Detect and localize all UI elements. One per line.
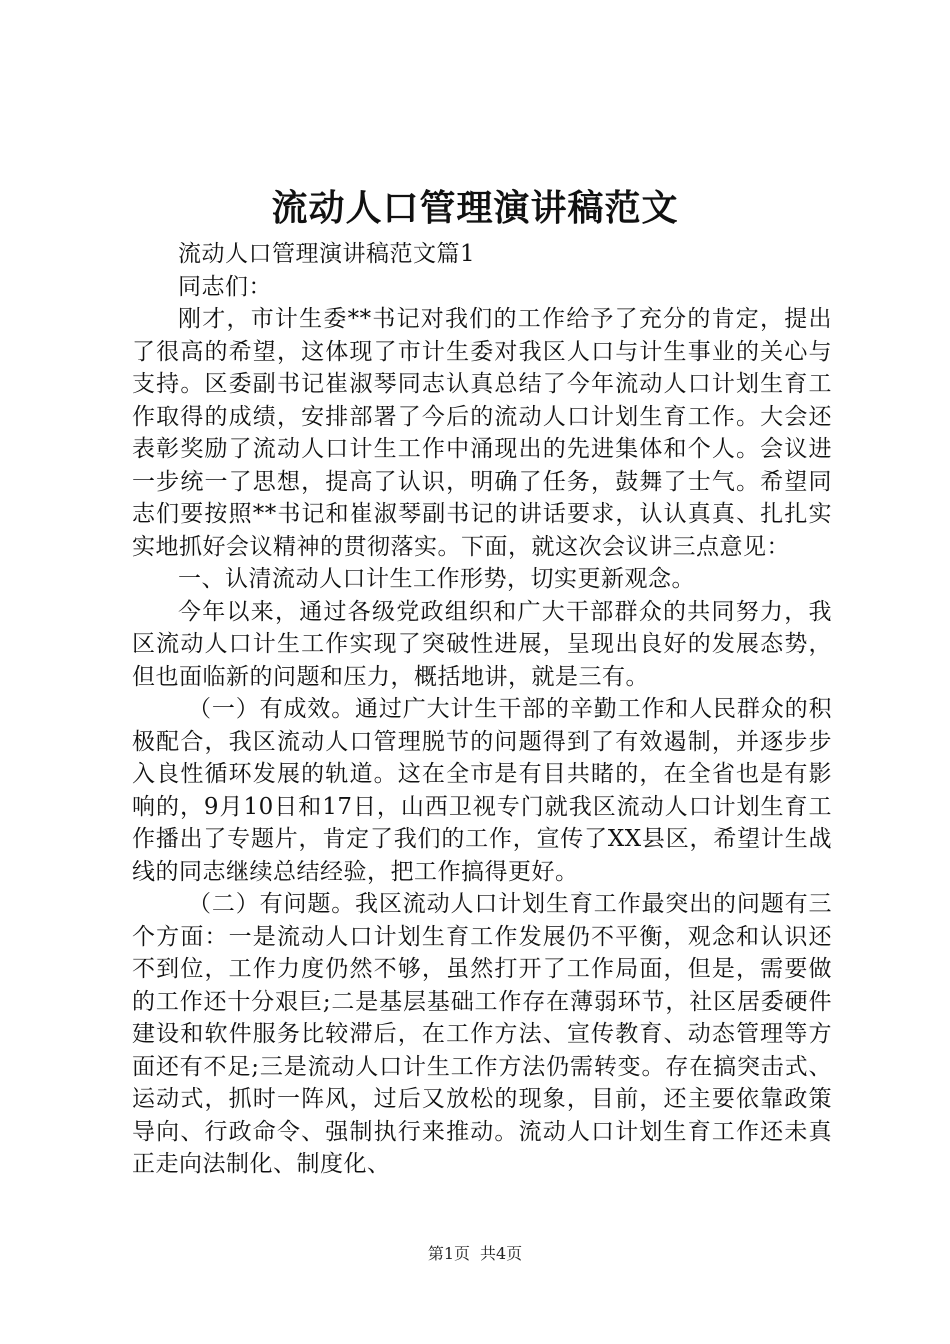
document-title: 流动人口管理演讲稿范文 [271, 187, 679, 229]
paragraph-opening: 刚才，市计生委**书记对我们的工作给予了充分的肯定，提出了很高的希望，这体现了市计生委对我区人口与计生事业的关心与支持。区委副书记崔淑琴同志认真总结了今年流动人口计划生育工作取得的成绩，安排部署了今后的流动人口计划生育工作。大会还表彰奖励了流动人口计生工作中涌现出的先进集体和个人。会议进一步统一了思想，提高了认识，明确了任务，鼓舞了士气。希望同志们要按照**书记和崔淑琴副书记的讲话要求，认认真真、扎扎实实地抓好会议精神的贯彻落实。下面，就这次会议讲三点意见： [132, 306, 832, 560]
paragraph-achievements: （一）有成效。通过广大计生干部的辛勤工作和人民群众的积极配合，我区流动人口管理脱节的问题得到了有效遏制，并逐步步入良性循环发展的轨道。这在全市是有目共睹的，在全省也是有影响的，9月10日和17日，山西卫视专门就我区流动人口计划生育工作播出了专题片，肯定了我们的工作，宣传了XX县区，希望计生战线的同志继续总结经验，把工作搞得更好。 [132, 696, 832, 885]
page-footer [0, 1242, 950, 1266]
document-body [132, 238, 832, 1181]
page-number: 第1页 [427, 1244, 470, 1263]
point-one-heading: 一、认清流动人口计生工作形势，切实更新观念。 [178, 566, 695, 592]
page-total: 共4页 [480, 1244, 523, 1263]
paragraph-problems: （二）有问题。我区流动人口计划生育工作最突出的问题有三个方面：一是流动人口计划生育工作发展仍不平衡，观念和认识还不到位，工作力度仍然不够，虽然打开了工作局面，但是，需要做的工作还十分艰巨;二是基层基础工作存在薄弱环节，社区居委硬件建设和软件服务比较滞后，在工作方法、宣传教育、动态管理等方面还有不足;三是流动人口计生工作方法仍需转变。存在搞突击式、运动式，抓时一阵风，过后又放松的现象，目前，还主要依靠政策导向、行政命令、强制执行来推动。流动人口计划生育工作还未真正走向法制化、制度化、 [132, 891, 832, 1177]
section-heading: 流动人口管理演讲稿范文篇1 [178, 241, 476, 267]
paragraph-situation: 今年以来，通过各级党政组织和广大干部群众的共同努力，我区流动人口计生工作实现了突破性进展，呈现出良好的发展态势，但也面临新的问题和压力，概括地讲，就是三有。 [132, 598, 832, 690]
salutation: 同志们： [178, 273, 272, 300]
